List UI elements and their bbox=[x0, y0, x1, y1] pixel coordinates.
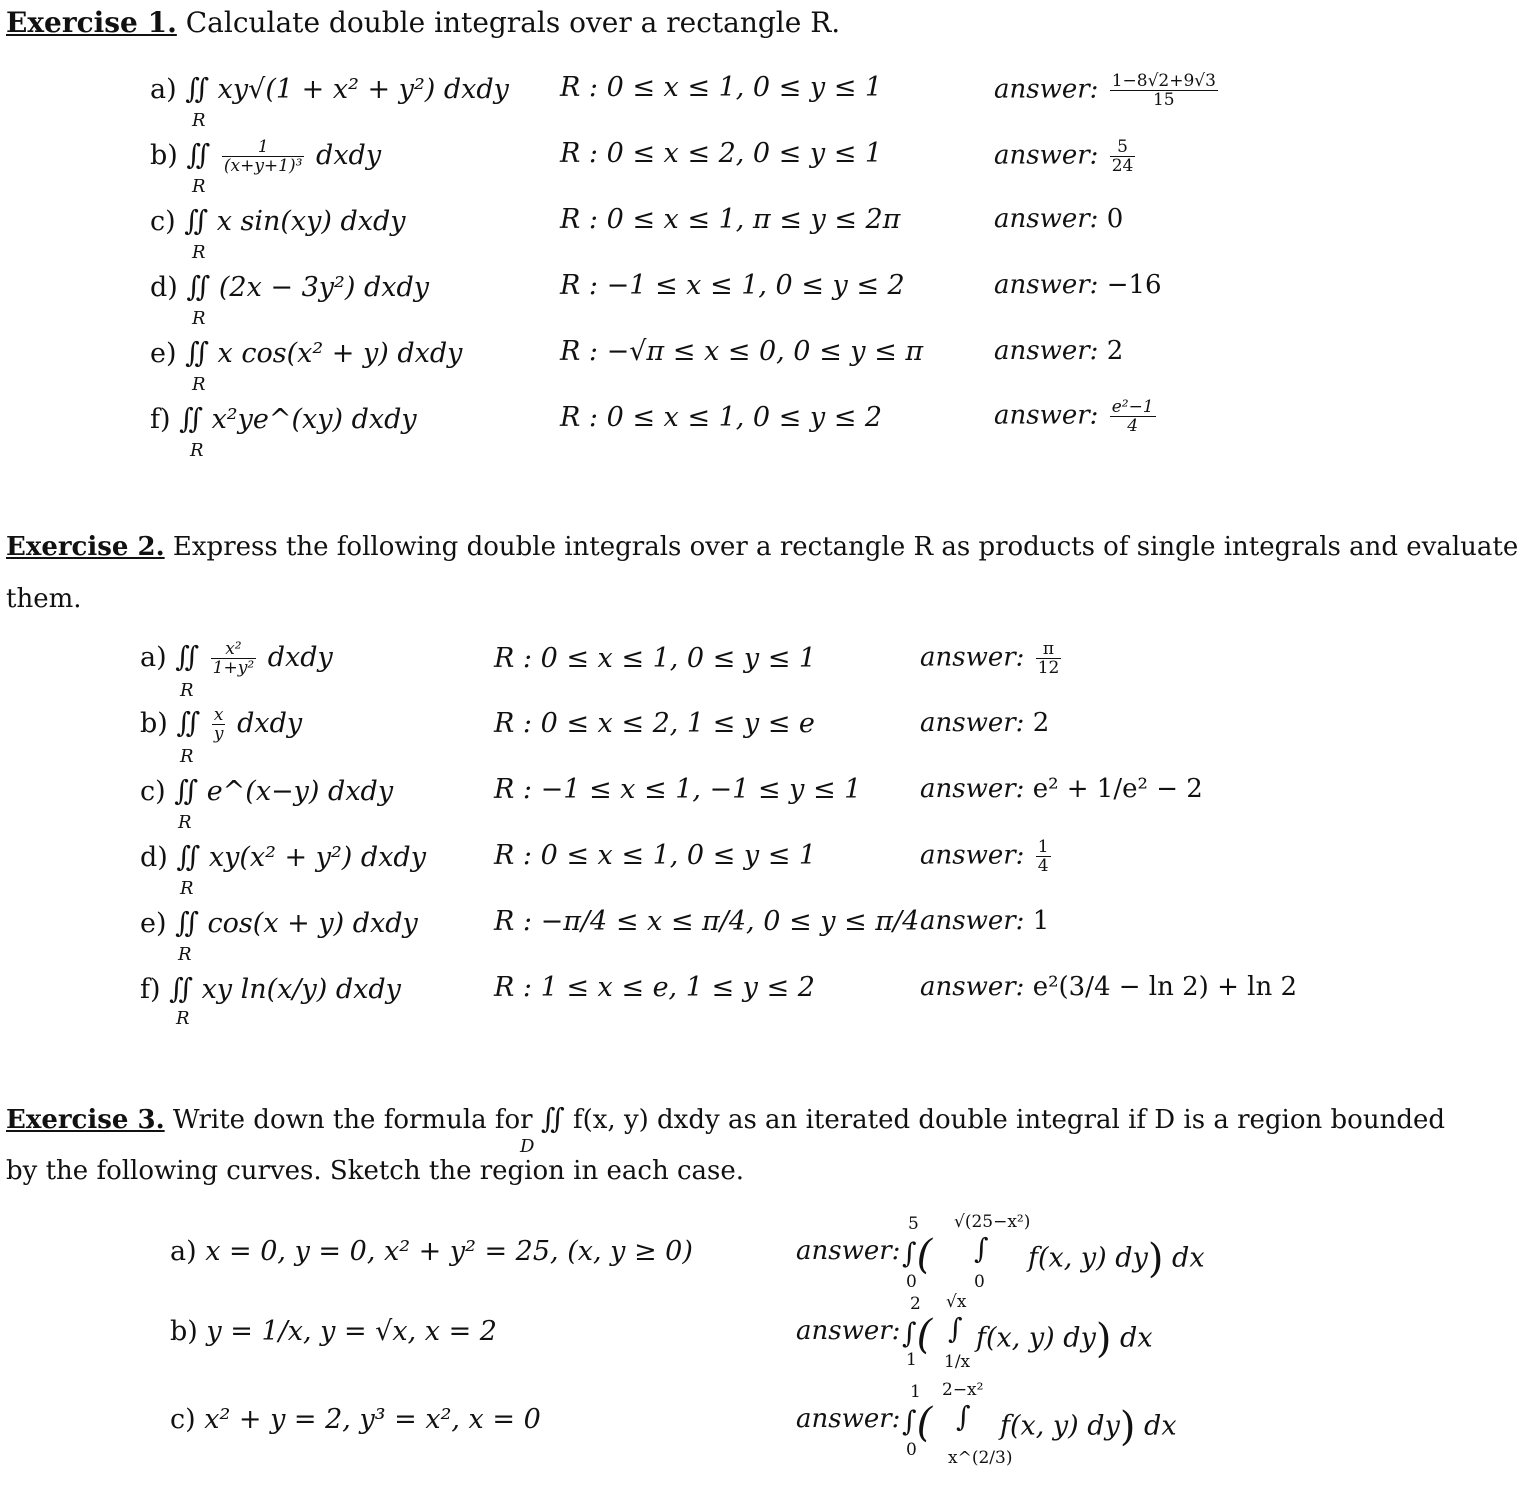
region-subscript: R bbox=[178, 944, 192, 965]
answer-denominator: 24 bbox=[1111, 156, 1134, 176]
exercise-1-heading bbox=[6, 6, 840, 40]
answer-fraction bbox=[1110, 398, 1156, 435]
integrand-denominator: (x+y+1)³ bbox=[223, 156, 303, 176]
answer-numerator: π bbox=[1036, 640, 1062, 659]
integrand-fraction bbox=[211, 640, 256, 677]
inner-lower-limit: 1/x bbox=[944, 1352, 971, 1372]
region-text: R : 0 ≤ x ≤ 1, 0 ≤ y ≤ 1 bbox=[494, 643, 817, 674]
ex1-item-a bbox=[150, 72, 509, 105]
item-tag: e) bbox=[140, 908, 167, 939]
answer-numerator: 1−8√2+9√3 bbox=[1111, 71, 1216, 91]
ex2-region-b bbox=[494, 708, 815, 739]
ex3-answer-b-body: f(x, y) dy) dx bbox=[976, 1316, 1153, 1362]
ex1-answer-b bbox=[994, 138, 1138, 175]
answer-label: answer: bbox=[920, 906, 1025, 936]
ex2-answer-d bbox=[920, 838, 1054, 875]
integrand-numerator: x² bbox=[211, 640, 256, 659]
ex1-region-c bbox=[560, 204, 900, 235]
outer-lower-limit: 1 bbox=[906, 1350, 917, 1370]
region-subscript: R bbox=[192, 242, 206, 263]
answer-fraction bbox=[1110, 138, 1136, 175]
outer-upper-limit: 1 bbox=[910, 1382, 921, 1402]
ex2-region-a bbox=[494, 643, 816, 674]
double-integral-symbol: ∬ bbox=[186, 138, 211, 171]
double-integral-symbol: ∬ bbox=[186, 270, 211, 303]
double-integral-symbol: ∬ bbox=[169, 972, 193, 1005]
item-tag: e) bbox=[150, 338, 177, 369]
ex2-answer-b bbox=[920, 708, 1049, 738]
double-integral-symbol: ∬ bbox=[175, 906, 199, 939]
region-text: R : −1 ≤ x ≤ 1, 0 ≤ y ≤ 2 bbox=[560, 270, 905, 301]
double-integral-symbol: ∬ bbox=[174, 774, 199, 807]
curves-text: x² + y = 2, y³ = x², x = 0 bbox=[204, 1404, 541, 1435]
integrand: dxdy bbox=[267, 642, 333, 673]
ex2-answer-e bbox=[920, 906, 1049, 936]
region-subscript: R bbox=[192, 176, 206, 197]
double-integral-symbol: ∬ bbox=[185, 336, 209, 369]
ex1-item-f bbox=[150, 402, 417, 435]
double-integral-symbol: ∬ bbox=[185, 72, 210, 105]
item-tag: a) bbox=[140, 642, 167, 673]
exercise-2-heading bbox=[6, 530, 1518, 564]
integrand: f(x, y) dy bbox=[976, 1322, 1096, 1354]
item-tag: f) bbox=[140, 974, 161, 1005]
differential: dx bbox=[1172, 1242, 1205, 1274]
curves-text: y = 1/x, y = √x, x = 2 bbox=[206, 1316, 497, 1347]
ex2-region-e bbox=[494, 906, 919, 937]
item-tag: d) bbox=[140, 842, 168, 873]
ex2-answer-a bbox=[920, 640, 1064, 677]
answer-denominator: 12 bbox=[1037, 658, 1060, 678]
exercise-1-label: Exercise 1. bbox=[6, 6, 177, 39]
region-text: R : −√π ≤ x ≤ 0, 0 ≤ y ≤ π bbox=[560, 336, 924, 367]
exercise-3-text-b: f(x, y) dxdy as an iterated double integral if D is a region bounded bbox=[572, 1105, 1445, 1135]
region-text: R : 0 ≤ x ≤ 1, π ≤ y ≤ 2π bbox=[560, 204, 901, 235]
exercise-3-label: Exercise 3. bbox=[6, 1105, 165, 1135]
integral-symbol: ∫( bbox=[902, 1312, 933, 1358]
outer-upper-limit: 5 bbox=[908, 1214, 919, 1234]
inner-integral-symbol: ∫ bbox=[948, 1312, 963, 1345]
ex1-region-a bbox=[560, 72, 882, 103]
ex1-region-e bbox=[560, 336, 923, 367]
item-tag: b) bbox=[170, 1316, 198, 1347]
integrand: xy√(1 + x² + y²) dxdy bbox=[217, 74, 509, 105]
region-text: R : 0 ≤ x ≤ 2, 1 ≤ y ≤ e bbox=[494, 708, 815, 739]
integral-symbol: ∫( bbox=[902, 1232, 933, 1278]
integrand: dxdy bbox=[237, 708, 303, 739]
region-text: R : −π/4 ≤ x ≤ π/4, 0 ≤ y ≤ π/4 bbox=[494, 906, 920, 937]
answer-value: e²(3/4 − ln 2) + ln 2 bbox=[1032, 972, 1297, 1002]
double-integral-symbol: ∬ bbox=[176, 840, 201, 873]
answer-label: answer: bbox=[994, 74, 1099, 105]
answer-label: answer: bbox=[920, 840, 1025, 871]
ex3-answer-b-label: answer: bbox=[796, 1316, 901, 1346]
integrand: e^(x−y) dxdy bbox=[206, 776, 394, 807]
integrand-numerator: x bbox=[212, 706, 226, 725]
answer-value: 0 bbox=[1106, 204, 1124, 234]
answer-value: 2 bbox=[1032, 708, 1050, 738]
region-text: R : 0 ≤ x ≤ 1, 0 ≤ y ≤ 1 bbox=[494, 840, 817, 871]
answer-label: answer: bbox=[994, 140, 1099, 171]
ex2-answer-c bbox=[920, 774, 1203, 804]
region-text: R : 0 ≤ x ≤ 2, 0 ≤ y ≤ 1 bbox=[560, 138, 883, 169]
double-integral-symbol: ∬ bbox=[184, 204, 209, 237]
region-subscript: D bbox=[520, 1136, 535, 1157]
answer-fraction bbox=[1110, 72, 1218, 109]
ex3-answer-a-label: answer: bbox=[796, 1236, 901, 1266]
inner-upper-limit: 2−x² bbox=[942, 1380, 984, 1400]
ex3-answer-a-body: f(x, y) dy) dx bbox=[1028, 1236, 1205, 1282]
ex3-item-a bbox=[170, 1236, 693, 1267]
integrand-numerator: 1 bbox=[222, 138, 305, 157]
ex1-region-d bbox=[560, 270, 905, 301]
differential: dx bbox=[1120, 1322, 1153, 1354]
answer-label: answer: bbox=[920, 708, 1025, 738]
ex1-item-d bbox=[150, 270, 429, 303]
ex2-item-c bbox=[140, 774, 393, 807]
ex1-region-b bbox=[560, 138, 882, 169]
ex2-item-e bbox=[140, 906, 418, 939]
inner-upper-limit: √x bbox=[946, 1292, 967, 1312]
exercise-3-text-cont: by the following curves. Sketch the region in each case. bbox=[6, 1156, 745, 1186]
integrand-denominator: 1+y² bbox=[212, 658, 255, 678]
outer-upper-limit: 2 bbox=[910, 1294, 921, 1314]
integrand-fraction bbox=[212, 706, 226, 743]
exercise-2-label: Exercise 2. bbox=[6, 532, 165, 562]
ex1-item-e bbox=[150, 336, 462, 369]
ex3-item-b bbox=[170, 1316, 497, 1347]
integrand-fraction bbox=[222, 138, 305, 175]
ex1-item-c bbox=[150, 204, 406, 237]
ex2-item-a bbox=[140, 640, 333, 677]
inner-integral-symbol: ∫ bbox=[956, 1400, 971, 1433]
inner-lower-limit: x^(2/3) bbox=[948, 1448, 1013, 1468]
answer-denominator: 15 bbox=[1152, 90, 1175, 110]
region-subscript: R bbox=[192, 308, 206, 329]
answer-denominator: 4 bbox=[1037, 856, 1049, 876]
ex3-answer-c-label: answer: bbox=[796, 1404, 901, 1434]
curves-text: x = 0, y = 0, x² + y² = 25, (x, y ≥ 0) bbox=[205, 1236, 693, 1267]
answer-value: 1 bbox=[1032, 906, 1050, 936]
answer-label: answer: bbox=[994, 400, 1099, 431]
region-subscript: R bbox=[176, 1008, 190, 1029]
answer-numerator: 5 bbox=[1110, 138, 1136, 157]
ex2-region-c bbox=[494, 774, 861, 805]
ex2-region-d bbox=[494, 840, 816, 871]
exercise-2-text: Express the following double integrals over a rectangle R as products of single integrals and evaluate bbox=[172, 532, 1518, 562]
answer-label: answer: bbox=[994, 336, 1099, 366]
item-tag: c) bbox=[170, 1404, 196, 1435]
ex2-region-f bbox=[494, 972, 815, 1003]
ex3-answer-c-body: f(x, y) dy) dx bbox=[1000, 1404, 1177, 1450]
ex1-answer-e bbox=[994, 336, 1123, 366]
exercise-2-text-cont: them. bbox=[6, 584, 82, 614]
region-text: R : 0 ≤ x ≤ 1, 0 ≤ y ≤ 1 bbox=[560, 72, 883, 103]
ex1-answer-c bbox=[994, 204, 1123, 234]
integrand: xy ln(x/y) dxdy bbox=[201, 974, 401, 1005]
exercise-3-heading bbox=[6, 1102, 1445, 1137]
region-subscript: R bbox=[180, 746, 194, 767]
ex2-item-d bbox=[140, 840, 426, 873]
integral-symbol: ∫( bbox=[902, 1400, 933, 1446]
item-tag: b) bbox=[150, 140, 178, 171]
ex1-region-f bbox=[560, 402, 882, 433]
double-integral-symbol: ∬ bbox=[179, 402, 203, 435]
answer-value: −16 bbox=[1106, 270, 1162, 300]
exercise-1-text: Calculate double integrals over a rectangle R. bbox=[185, 6, 841, 39]
integrand: x cos(x² + y) dxdy bbox=[217, 338, 463, 369]
differential: dx bbox=[1144, 1410, 1177, 1442]
item-tag: f) bbox=[150, 404, 171, 435]
integrand: f(x, y) dy bbox=[1028, 1242, 1148, 1274]
item-tag: d) bbox=[150, 272, 178, 303]
answer-numerator: 1 bbox=[1037, 837, 1049, 857]
item-tag: a) bbox=[150, 74, 177, 105]
item-tag: a) bbox=[170, 1236, 197, 1267]
region-subscript: R bbox=[180, 878, 194, 899]
region-subscript: R bbox=[190, 440, 204, 461]
region-text: R : 0 ≤ x ≤ 1, 0 ≤ y ≤ 2 bbox=[560, 402, 883, 433]
answer-label: answer: bbox=[920, 774, 1025, 804]
region-subscript: R bbox=[192, 110, 206, 131]
region-subscript: R bbox=[180, 680, 194, 701]
answer-label: answer: bbox=[994, 270, 1099, 300]
answer-label: answer: bbox=[994, 204, 1099, 234]
ex1-answer-d bbox=[994, 270, 1162, 300]
answer-denominator: 4 bbox=[1127, 416, 1139, 436]
ex1-answer-a bbox=[994, 72, 1221, 109]
inner-upper-limit: √(25−x²) bbox=[954, 1212, 1031, 1232]
answer-fraction bbox=[1036, 838, 1051, 875]
region-text: R : 1 ≤ x ≤ e, 1 ≤ y ≤ 2 bbox=[494, 972, 815, 1003]
ex2-answer-f bbox=[920, 972, 1297, 1002]
integrand: f(x, y) dy bbox=[1000, 1410, 1120, 1442]
ex1-answer-f bbox=[994, 398, 1159, 435]
region-subscript: R bbox=[192, 374, 206, 395]
ex3-item-c bbox=[170, 1404, 541, 1435]
outer-lower-limit: 0 bbox=[906, 1440, 917, 1460]
double-integral-symbol: ∬ bbox=[175, 640, 200, 673]
answer-numerator: e²−1 bbox=[1111, 397, 1154, 417]
inner-integral-symbol: ∫ bbox=[974, 1232, 989, 1265]
integrand: cos(x + y) dxdy bbox=[207, 908, 418, 939]
exercise-3-text-a: Write down the formula for bbox=[172, 1105, 533, 1135]
answer-label: answer: bbox=[920, 972, 1025, 1002]
answer-value: e² + 1/e² − 2 bbox=[1032, 774, 1203, 804]
answer-value: 2 bbox=[1106, 336, 1124, 366]
integrand: dxdy bbox=[316, 140, 382, 171]
ex1-item-b bbox=[150, 138, 381, 175]
integrand: xy(x² + y²) dxdy bbox=[208, 842, 426, 873]
ex2-item-b bbox=[140, 706, 302, 743]
double-integral-symbol: ∬ bbox=[540, 1102, 565, 1135]
integrand-denominator: y bbox=[213, 724, 224, 744]
ex2-item-f bbox=[140, 972, 401, 1005]
integrand: x sin(xy) dxdy bbox=[216, 206, 406, 237]
inner-lower-limit: 0 bbox=[974, 1272, 985, 1292]
integrand: x²ye^(xy) dxdy bbox=[211, 404, 417, 435]
item-tag: c) bbox=[140, 776, 166, 807]
item-tag: c) bbox=[150, 206, 176, 237]
answer-fraction bbox=[1036, 640, 1062, 677]
item-tag: b) bbox=[140, 708, 168, 739]
answer-label: answer: bbox=[920, 642, 1025, 673]
double-integral-symbol: ∬ bbox=[176, 706, 201, 739]
integrand: (2x − 3y²) dxdy bbox=[218, 272, 430, 303]
outer-lower-limit: 0 bbox=[906, 1272, 917, 1292]
region-subscript: R bbox=[178, 812, 192, 833]
region-text: R : −1 ≤ x ≤ 1, −1 ≤ y ≤ 1 bbox=[494, 774, 862, 805]
